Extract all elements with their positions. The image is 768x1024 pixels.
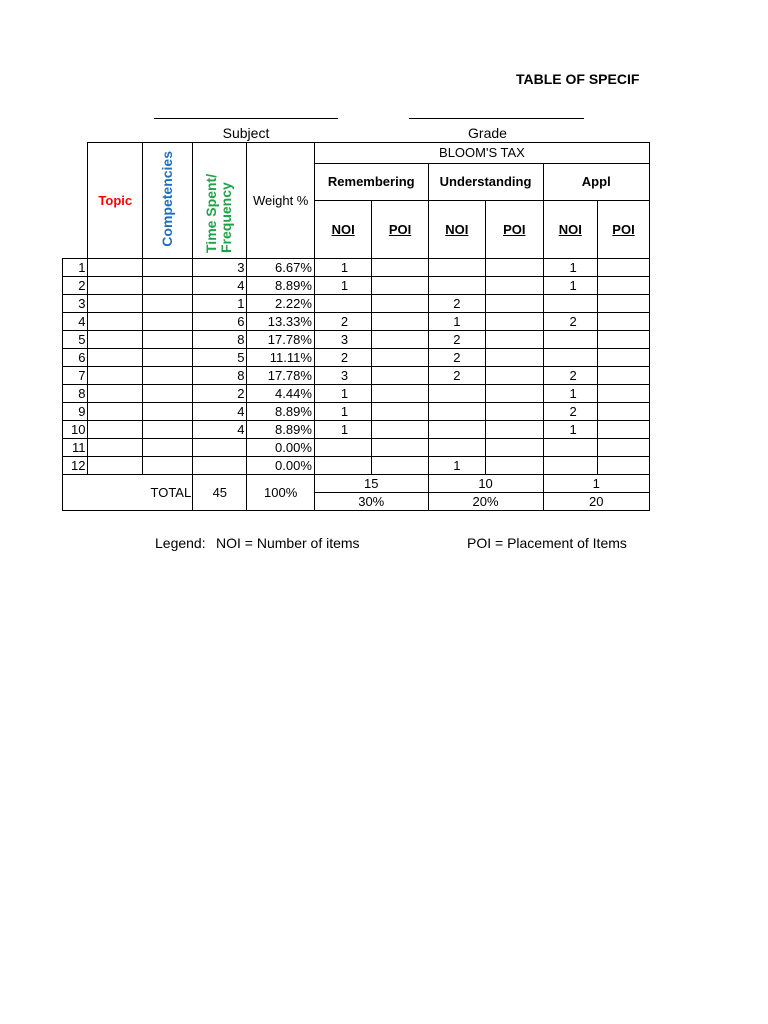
row-number: 2 (63, 277, 88, 295)
subheader-noi: NOI (543, 201, 598, 259)
table-row (63, 421, 650, 439)
applying-noi-cell: 2 (543, 313, 598, 331)
total-label: TOTAL (63, 475, 193, 511)
table-row (63, 313, 650, 331)
table-row (63, 349, 650, 367)
legend-poi: POI = Placement of Items (467, 535, 627, 551)
column-header-competencies: Competencies (159, 150, 176, 247)
remembering-noi-cell: 1 (314, 277, 372, 295)
topic-cell (88, 403, 143, 421)
topic-cell (88, 295, 143, 313)
remembering-noi-cell: 3 (314, 367, 372, 385)
time-spent-cell: 5 (193, 349, 247, 367)
understanding-noi-cell (428, 277, 485, 295)
row-number: 3 (63, 295, 88, 313)
understanding-noi-cell (428, 259, 485, 277)
legend-noi: NOI = Number of items (216, 535, 360, 551)
table-row (63, 277, 650, 295)
topic-cell (88, 439, 143, 457)
time-spent-cell: 4 (193, 421, 247, 439)
applying-noi-cell: 2 (543, 367, 598, 385)
weight-cell: 6.67% (247, 259, 314, 277)
row-number: 1 (63, 259, 88, 277)
applying-total-count: 1 (543, 475, 650, 493)
understanding-noi-cell (428, 421, 485, 439)
understanding-poi-cell (486, 403, 543, 421)
understanding-noi-cell (428, 439, 485, 457)
applying-poi-cell (598, 439, 650, 457)
row-number: 10 (63, 421, 88, 439)
remembering-noi-cell: 2 (314, 313, 372, 331)
table-row (63, 403, 650, 421)
time-spent-cell: 1 (193, 295, 247, 313)
weight-cell: 11.11% (247, 349, 314, 367)
subheader-poi: POI (486, 201, 543, 259)
time-spent-cell: 4 (193, 403, 247, 421)
grade-blank-line (409, 118, 584, 119)
remembering-poi-cell (372, 457, 428, 475)
document-title: TABLE OF SPECIF (516, 71, 640, 87)
applying-noi-cell: 1 (543, 385, 598, 403)
applying-noi-cell (543, 439, 598, 457)
remembering-poi-cell (372, 421, 428, 439)
row-number: 7 (63, 367, 88, 385)
total-weight: 100% (247, 475, 314, 511)
applying-noi-cell (543, 457, 598, 475)
topic-cell (88, 385, 143, 403)
subheader-noi: NOI (314, 201, 372, 259)
remembering-poi-cell (372, 439, 428, 457)
remembering-total-percent: 30% (314, 493, 428, 511)
remembering-total-count: 15 (314, 475, 428, 493)
weight-cell: 8.89% (247, 421, 314, 439)
column-header-topic: Topic (88, 143, 143, 259)
understanding-noi-cell: 2 (428, 367, 485, 385)
understanding-noi-cell (428, 403, 485, 421)
applying-poi-cell (598, 403, 650, 421)
weight-cell: 8.89% (247, 277, 314, 295)
topic-cell (88, 367, 143, 385)
weight-cell: 17.78% (247, 367, 314, 385)
remembering-poi-cell (372, 385, 428, 403)
applying-poi-cell (598, 385, 650, 403)
applying-poi-cell (598, 277, 650, 295)
column-header-weight: Weight % (247, 143, 314, 259)
table-row (63, 295, 650, 313)
level-remembering: Remembering (314, 164, 428, 201)
competencies-cell (143, 313, 193, 331)
time-spent-cell: 8 (193, 331, 247, 349)
weight-cell: 8.89% (247, 403, 314, 421)
remembering-poi-cell (372, 313, 428, 331)
remembering-poi-cell (372, 277, 428, 295)
applying-total-percent: 20 (543, 493, 650, 511)
understanding-poi-cell (486, 295, 543, 313)
understanding-total-count: 10 (428, 475, 543, 493)
topic-cell (88, 313, 143, 331)
header-row-bloom (63, 143, 650, 164)
applying-poi-cell (598, 295, 650, 313)
remembering-noi-cell: 1 (314, 421, 372, 439)
understanding-noi-cell: 2 (428, 331, 485, 349)
remembering-poi-cell (372, 349, 428, 367)
weight-cell: 2.22% (247, 295, 314, 313)
remembering-noi-cell (314, 295, 372, 313)
understanding-noi-cell (428, 385, 485, 403)
competencies-cell (143, 295, 193, 313)
total-time-spent: 45 (193, 475, 247, 511)
applying-poi-cell (598, 349, 650, 367)
understanding-poi-cell (486, 349, 543, 367)
weight-cell: 0.00% (247, 457, 314, 475)
row-number: 12 (63, 457, 88, 475)
blooms-taxonomy-header: BLOOM'S TAX (314, 143, 649, 164)
applying-noi-cell: 2 (543, 403, 598, 421)
time-spent-cell: 2 (193, 385, 247, 403)
understanding-noi-cell: 2 (428, 295, 485, 313)
understanding-poi-cell (486, 439, 543, 457)
row-number: 8 (63, 385, 88, 403)
row-number: 11 (63, 439, 88, 457)
time-spent-cell: 6 (193, 313, 247, 331)
legend-label: Legend: (155, 535, 206, 551)
weight-cell: 0.00% (247, 439, 314, 457)
total-row (63, 475, 650, 493)
applying-poi-cell (598, 331, 650, 349)
applying-noi-cell: 1 (543, 421, 598, 439)
table-row (63, 385, 650, 403)
understanding-poi-cell (486, 385, 543, 403)
row-number: 4 (63, 313, 88, 331)
subheader-noi: NOI (428, 201, 485, 259)
remembering-noi-cell (314, 457, 372, 475)
topic-cell (88, 259, 143, 277)
applying-noi-cell (543, 331, 598, 349)
understanding-poi-cell (486, 421, 543, 439)
subject-caption: Subject (222, 125, 270, 141)
remembering-noi-cell: 2 (314, 349, 372, 367)
topic-cell (88, 331, 143, 349)
understanding-poi-cell (486, 367, 543, 385)
understanding-noi-cell: 2 (428, 349, 485, 367)
remembering-noi-cell: 1 (314, 403, 372, 421)
understanding-poi-cell (486, 277, 543, 295)
competencies-cell (143, 331, 193, 349)
row-number: 5 (63, 331, 88, 349)
competencies-cell (143, 367, 193, 385)
understanding-poi-cell (486, 457, 543, 475)
table-row (63, 331, 650, 349)
time-spent-cell: 3 (193, 259, 247, 277)
remembering-noi-cell: 3 (314, 331, 372, 349)
understanding-poi-cell (486, 259, 543, 277)
subheader-poi: POI (372, 201, 428, 259)
column-header-time-cell (193, 143, 247, 259)
competencies-cell (143, 403, 193, 421)
time-spent-cell (193, 439, 247, 457)
level-understanding: Understanding (428, 164, 543, 201)
subject-blank-line (154, 118, 338, 119)
competencies-cell (143, 385, 193, 403)
remembering-noi-cell: 1 (314, 259, 372, 277)
level-applying: Appl (543, 164, 650, 201)
remembering-poi-cell (372, 331, 428, 349)
applying-noi-cell: 1 (543, 277, 598, 295)
competencies-cell (143, 259, 193, 277)
subheader-poi: POI (598, 201, 650, 259)
row-number: 9 (63, 403, 88, 421)
topic-cell (88, 349, 143, 367)
applying-poi-cell (598, 259, 650, 277)
understanding-poi-cell (486, 331, 543, 349)
remembering-poi-cell (372, 367, 428, 385)
understanding-noi-cell: 1 (428, 457, 485, 475)
understanding-poi-cell (486, 313, 543, 331)
weight-cell: 4.44% (247, 385, 314, 403)
applying-noi-cell: 1 (543, 259, 598, 277)
remembering-noi-cell (314, 439, 372, 457)
applying-noi-cell (543, 295, 598, 313)
grade-caption: Grade (468, 125, 507, 141)
table-row (63, 457, 650, 475)
remembering-poi-cell (372, 403, 428, 421)
applying-poi-cell (598, 421, 650, 439)
competencies-cell (143, 277, 193, 295)
topic-cell (88, 277, 143, 295)
competencies-cell (143, 457, 193, 475)
weight-cell: 13.33% (247, 313, 314, 331)
applying-poi-cell (598, 367, 650, 385)
competencies-cell (143, 349, 193, 367)
topic-cell (88, 421, 143, 439)
topic-cell (88, 457, 143, 475)
row-number: 6 (63, 349, 88, 367)
applying-poi-cell (598, 313, 650, 331)
applying-poi-cell (598, 457, 650, 475)
remembering-poi-cell (372, 259, 428, 277)
remembering-noi-cell: 1 (314, 385, 372, 403)
column-header-competencies-cell (143, 143, 193, 259)
time-spent-cell: 8 (193, 367, 247, 385)
table-row (63, 439, 650, 457)
competencies-cell (143, 421, 193, 439)
understanding-noi-cell: 1 (428, 313, 485, 331)
applying-noi-cell (543, 349, 598, 367)
remembering-poi-cell (372, 295, 428, 313)
column-header-time-spent: Time Spent/ Frequency (202, 173, 234, 253)
understanding-total-percent: 20% (428, 493, 543, 511)
table-row (63, 259, 650, 277)
competencies-cell (143, 439, 193, 457)
weight-cell: 17.78% (247, 331, 314, 349)
table-of-specifications (62, 142, 650, 511)
time-spent-cell: 4 (193, 277, 247, 295)
table-row (63, 367, 650, 385)
time-spent-cell (193, 457, 247, 475)
